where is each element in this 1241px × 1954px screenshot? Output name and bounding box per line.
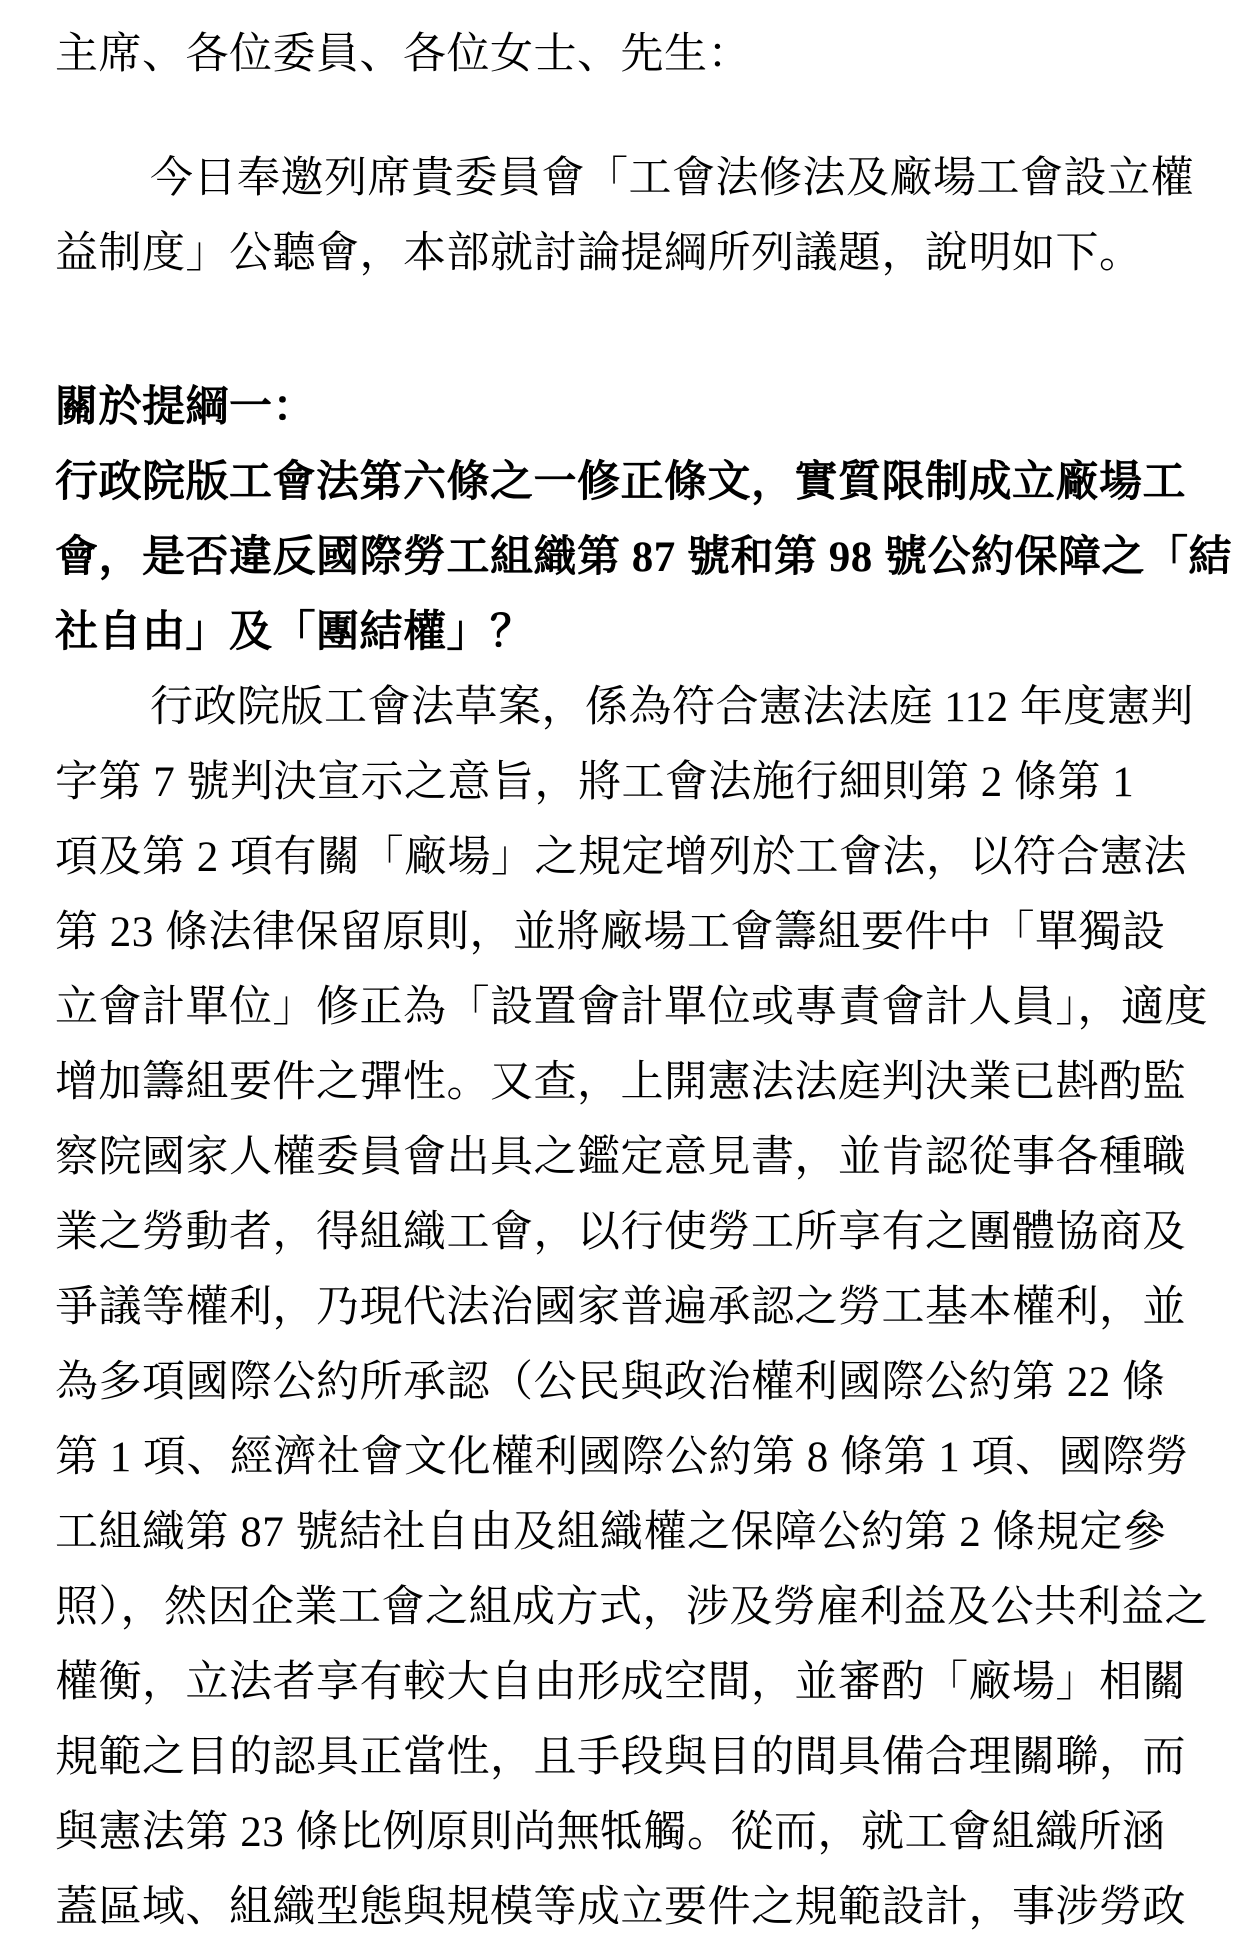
topic1-heading-line-4: 社自由」及「團結權」？ bbox=[55, 609, 534, 656]
body-line: 照），然因企業工會之組成方式，涉及勞雇利益及公共利益之 bbox=[55, 1584, 1208, 1631]
body-line: 規範之目的認具正當性，且手段與目的間具備合理關聯，而 bbox=[55, 1734, 1186, 1781]
body-line: 為多項國際公約所承認（公民與政治權利國際公約第 22 條 bbox=[55, 1359, 1166, 1406]
body-line: 第 1 項、經濟社會文化權利國際公約第 8 條第 1 項、國際勞 bbox=[55, 1434, 1189, 1481]
body-line: 行政院版工會法草案，係為符合憲法法庭 112 年度憲判 bbox=[150, 684, 1194, 731]
body-line: 字第 7 號判決宣示之意旨，將工會法施行細則第 2 條第 1 bbox=[55, 759, 1135, 806]
intro-line-2: 益制度」公聽會，本部就討論提綱所列議題，說明如下。 bbox=[55, 230, 1143, 277]
body-line: 立會計單位」修正為「設置會計單位或專責會計人員」，適度 bbox=[55, 984, 1208, 1031]
body-line: 與憲法第 23 條比例原則尚無牴觸。從而，就工會組織所涵 bbox=[55, 1809, 1166, 1856]
body-line: 爭議等權利，乃現代法治國家普遍承認之勞工基本權利，並 bbox=[55, 1284, 1186, 1331]
body-line: 權衡，立法者享有較大自由形成空間，並審酌「廠場」相關 bbox=[55, 1659, 1186, 1706]
salutation-line: 主席、各位委員、各位女士、先生： bbox=[55, 31, 751, 78]
body-line: 察院國家人權委員會出具之鑑定意見書，並肯認從事各種職 bbox=[55, 1134, 1186, 1181]
topic1-heading bbox=[55, 370, 1232, 670]
topic1-body-paragraph bbox=[55, 670, 1208, 1945]
body-line: 業之勞動者，得組織工會，以行使勞工所享有之團體協商及 bbox=[55, 1209, 1186, 1256]
body-line: 第 23 條法律保留原則，並將廠場工會籌組要件中「單獨設 bbox=[55, 909, 1166, 956]
body-line: 項及第 2 項有關「廠場」之規定增列於工會法，以符合憲法 bbox=[55, 834, 1187, 881]
body-line: 增加籌組要件之彈性。又查，上開憲法法庭判決業已斟酌監 bbox=[55, 1059, 1186, 1106]
intro-paragraph bbox=[55, 141, 1193, 291]
body-line: 蓋區域、組織型態與規模等成立要件之規範設計，事涉勞政 bbox=[55, 1884, 1186, 1931]
topic1-heading-line-3: 會，是否違反國際勞工組織第 87 號和第 98 號公約保障之「結 bbox=[55, 534, 1232, 581]
topic1-heading-line-1: 關於提綱一： bbox=[55, 384, 316, 431]
intro-line-1: 今日奉邀列席貴委員會「工會法修法及廠場工會設立權 bbox=[150, 155, 1194, 202]
topic1-heading-line-2: 行政院版工會法第六條之一修正條文，實質限制成立廠場工 bbox=[55, 459, 1186, 506]
body-line: 工組織第 87 號結社自由及組織權之保障公約第 2 條規定參 bbox=[55, 1509, 1167, 1556]
